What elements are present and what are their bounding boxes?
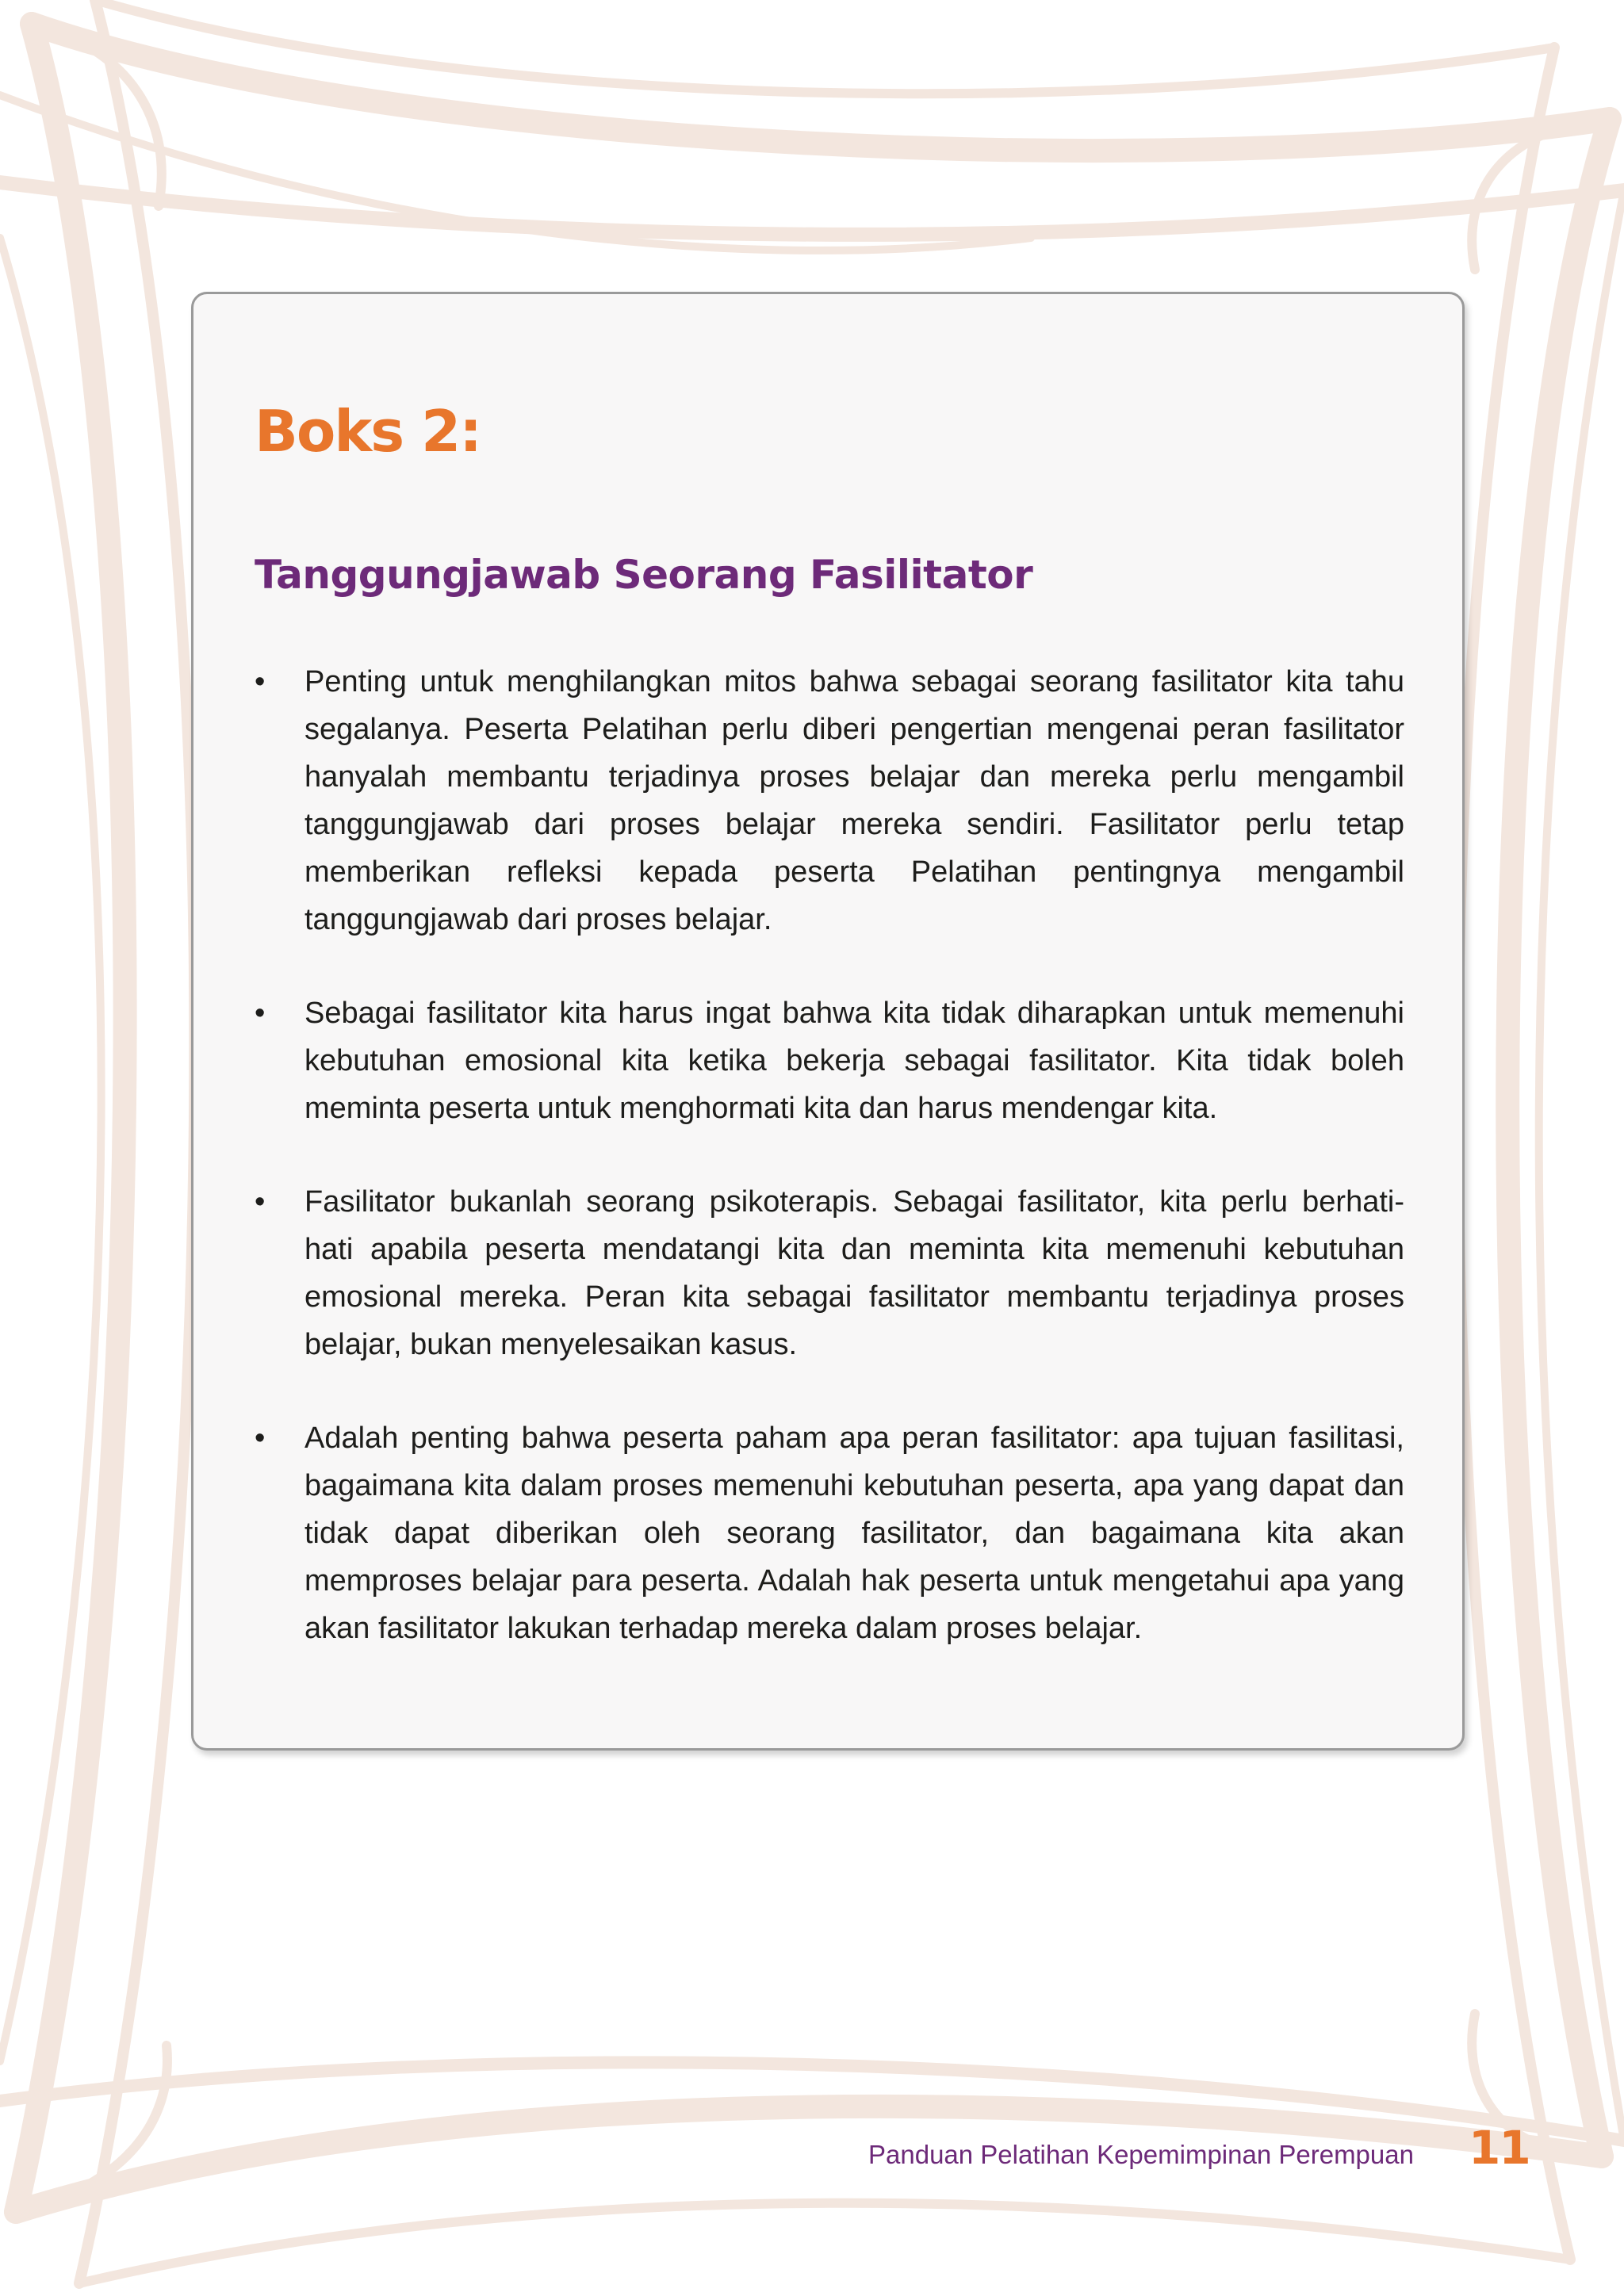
bullet-icon: • <box>255 665 266 698</box>
box-subtitle: Tanggungjawab Seorang Fasilitator <box>255 552 1033 598</box>
bullet-list <box>255 658 1404 1698</box>
page-number: 11 <box>1469 2121 1530 2175</box>
bullet-icon: • <box>255 1422 266 1455</box>
footer-title: Panduan Pelatihan Kepemimpinan Perempuan <box>868 2140 1414 2169</box>
box-title: Boks 2: <box>255 398 481 465</box>
bullet-item <box>255 1178 1404 1368</box>
bullet-text: Fasilitator bukanlah seorang psikoterapis. Sebagai fasilitator, kita perlu berhati-hati apabila peserta mendatangi kita dan meminta kita memenuhi kebutuhan emosional mereka. Peran kita sebagai fasilitator membantu terjadinya proses belajar, bukan menyelesaikan kasus. <box>304 1185 1404 1361</box>
bullet-item <box>255 989 1404 1132</box>
bullet-icon: • <box>255 997 266 1030</box>
bullet-item <box>255 1414 1404 1652</box>
bullet-icon: • <box>255 1185 266 1219</box>
bullet-text: Penting untuk menghilangkan mitos bahwa sebagai seorang fasilitator kita tahu segalanya. Peserta Pelatihan perlu diberi pengertian mengenai peran fasilitator hanyalah membantu terjadinya proses belajar dan mereka perlu mengambil tanggungjawab dari proses belajar mereka sendiri. Fasilitator perlu tetap memberikan refleksi kepada peserta Pelatihan pentingnya mengambil tanggungjawab dari proses belajar. <box>304 665 1404 936</box>
bullet-text: Sebagai fasilitator kita harus ingat bahwa kita tidak diharapkan untuk memenuhi kebutuhan emosional kita ketika bekerja sebagai fasilitator. Kita tidak boleh meminta peserta untuk menghormati kita dan harus mendengar kita. <box>304 997 1404 1125</box>
bullet-text: Adalah penting bahwa peserta paham apa peran fasilitator: apa tujuan fasilitasi, bagaimana kita dalam proses memenuhi kebutuhan peserta, apa yang dapat dan tidak dapat diberikan oleh seorang fasilitator, dan bagaimana kita akan memproses belajar para peserta. Adalah hak peserta untuk mengetahui apa yang akan fasilitator lakukan terhadap mereka dalam proses belajar. <box>304 1422 1404 1645</box>
bullet-item <box>255 658 1404 943</box>
